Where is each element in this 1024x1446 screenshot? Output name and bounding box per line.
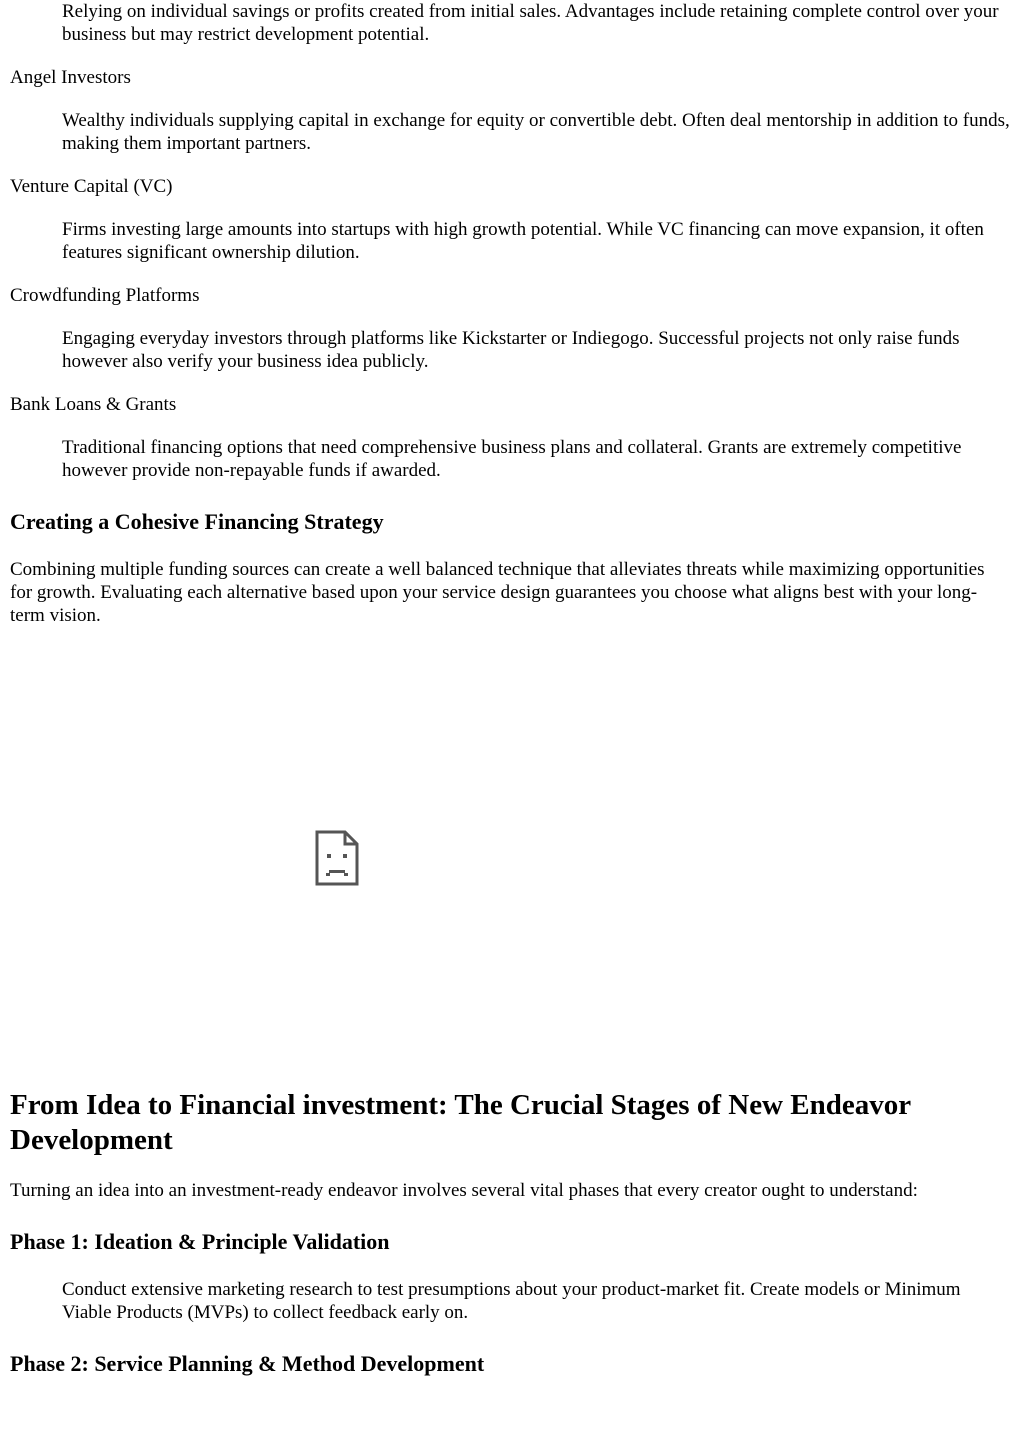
stages-intro: Turning an idea into an investment-ready endeavor involves several vital phases that every creator ought to understand: [10,1180,918,1201]
phase2-heading: Phase 2: Service Planning & Method Development [10,1351,485,1376]
strategy-heading: Creating a Cohesive Financing Strategy [10,509,384,534]
strategy-paragraph: Combining multiple funding sources can create a well balanced technique that alleviates threats while maximizing opportunities for growth. Evaluating each alternative based upon your service design guarantees you choose what aligns best with your long-term vision. [10,559,985,626]
definition-angel-investors: Wealthy individuals supplying capital in exchange for equity or convertible debt. Often deal mentorship in addition to funds, making them important partners. [62,110,1010,154]
phase1-text: Conduct extensive marketing research to test presumptions about your product-market fit. Create models or Minimum Viable Products (MVPs) to collect feedback early on. [62,1279,961,1323]
definition-crowdfunding: Engaging everyday investors through platforms like Kickstarter or Indiegogo. Successful projects not only raise funds however also verify your business idea publicly. [62,328,960,372]
definition-bank-loans-grants: Traditional financing options that need comprehensive business plans and collateral. Grants are extremely competitive however provide non-repayable funds if awarded. [62,437,962,481]
phase1-heading: Phase 1: Ideation & Principle Validation [10,1229,390,1254]
bootstrapping-definition: Relying on individual savings or profits created from initial sales. Advantages include retaining complete control over your business but may restrict development potential. [62,1,999,45]
article-body [10,0,1010,627]
funding-sources-list [10,0,1010,482]
broken-image-placeholder [0,648,672,1068]
definition-venture-capital: Firms investing large amounts into startups with high growth potential. While VC financing can move expansion, it often features significant ownership dilution. [62,219,984,263]
term-venture-capital: Venture Capital (VC) [10,176,173,197]
term-crowdfunding: Crowdfunding Platforms [10,285,200,306]
term-angel-investors: Angel Investors [10,67,131,88]
stages-heading: From Idea to Financial investment: The Crucial Stages of New Endeavor Development [10,1089,911,1156]
term-bank-loans-grants: Bank Loans & Grants [10,394,177,415]
broken-image-icon [315,830,359,886]
stages-section [10,1088,1010,1377]
phase1-list [10,1278,1010,1324]
